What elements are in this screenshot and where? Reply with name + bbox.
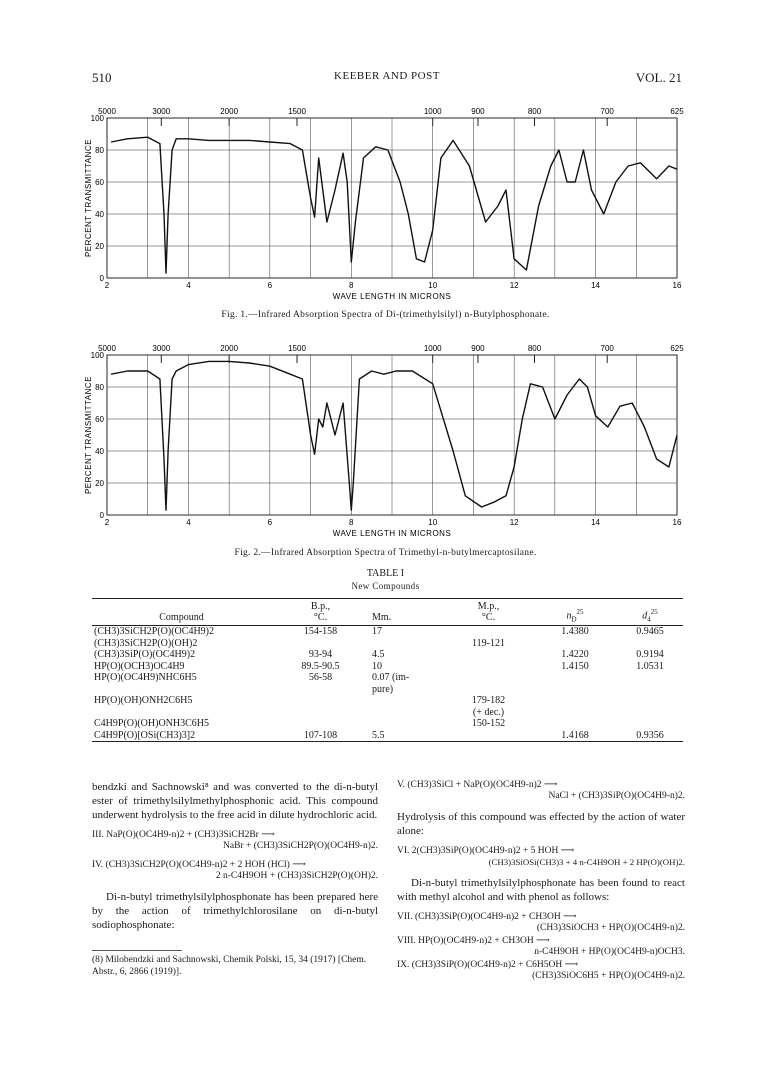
col-mp: M.p., °C. bbox=[477, 601, 500, 623]
x-tick-label: 10 bbox=[428, 518, 438, 527]
table-cell-d: 0.9356 bbox=[636, 729, 664, 741]
top-tick-label: 3000 bbox=[152, 107, 171, 116]
table-cell-d: 0.9465 bbox=[636, 626, 664, 637]
table-cell-nd bbox=[533, 718, 617, 730]
page-number: 510 bbox=[92, 70, 112, 85]
table-cell-bp: 107-108 bbox=[303, 729, 338, 741]
x-axis-label: WAVE LENGTH IN MICRONS bbox=[332, 292, 452, 301]
figure-2-caption: Fig. 2.—Infrared Absorption Spectra of Trimethyl-n-butylmercaptosilane. bbox=[234, 548, 537, 558]
equation-v: V. (CH3)3SiCl + NaP(O)(OC4H9-n)2 ⟶ NaCl + (CH3)3SiP(O)(OC4H9-n)2. bbox=[397, 780, 685, 801]
table-cell-d: 0.9194 bbox=[636, 649, 664, 660]
y-tick-label: 40 bbox=[95, 447, 104, 456]
figure-2-chart bbox=[85, 337, 690, 544]
footnote-8: (8) Milobendzki and Sachnowski, Chemik Polski, 15, 34 (1917) [Chem. Abstr., 6, 2866 (1919)]. bbox=[92, 955, 367, 977]
volume-label: VOL. 21 bbox=[635, 70, 682, 85]
right-paragraph-1: Hydrolysis of this compound was effected by the action of water alone: bbox=[397, 811, 685, 837]
table-cell-bp: 89.5-90.5 bbox=[301, 660, 340, 672]
top-tick-label: 700 bbox=[600, 344, 614, 353]
running-header bbox=[92, 70, 682, 88]
top-tick-label: 1000 bbox=[423, 107, 442, 116]
table-cell-d bbox=[617, 695, 683, 718]
footnote-rule bbox=[92, 950, 182, 951]
x-tick-label: 4 bbox=[186, 281, 191, 290]
table-cell-mm bbox=[370, 638, 444, 650]
table-cell-mm: 10 bbox=[372, 660, 382, 672]
table-cell-mp bbox=[444, 626, 533, 638]
y-tick-label: 20 bbox=[95, 479, 104, 488]
x-tick-label: 16 bbox=[672, 518, 682, 527]
x-tick-label: 4 bbox=[186, 518, 191, 527]
y-tick-label: 20 bbox=[95, 242, 104, 251]
x-tick-label: 6 bbox=[267, 281, 273, 290]
table-cell-mp: 119-121 bbox=[472, 637, 505, 649]
table-cell-d: 1.0531 bbox=[636, 660, 664, 672]
table-row bbox=[92, 730, 683, 742]
spectrum-trace bbox=[111, 137, 677, 273]
y-tick-label: 80 bbox=[95, 383, 104, 392]
x-tick-label: 8 bbox=[349, 518, 354, 527]
table-title: TABLE I bbox=[366, 568, 405, 579]
table-cell-nd: 1.4380 bbox=[561, 626, 589, 637]
top-tick-label: 800 bbox=[527, 107, 542, 116]
y-tick-label: 80 bbox=[95, 146, 104, 155]
col-compound: Compound bbox=[159, 612, 204, 623]
table-cell-d bbox=[617, 638, 683, 650]
x-tick-label: 16 bbox=[672, 281, 682, 290]
table-cell-compound: HP(O)(OH)ONH2C6H5 bbox=[94, 695, 193, 706]
x-tick-label: 8 bbox=[349, 281, 354, 290]
top-tick-label: 1500 bbox=[288, 107, 306, 116]
y-tick-label: 40 bbox=[95, 210, 104, 219]
top-tick-label: 700 bbox=[600, 107, 614, 116]
figure-1 bbox=[85, 100, 690, 305]
table-cell-bp bbox=[271, 638, 370, 650]
y-tick-label: 100 bbox=[90, 351, 104, 360]
x-tick-label: 2 bbox=[104, 281, 110, 290]
table-row bbox=[92, 661, 683, 673]
x-tick-label: 14 bbox=[591, 518, 601, 527]
top-tick-label: 900 bbox=[471, 344, 485, 353]
y-axis-label: PERCENT TRANSMITTANCE bbox=[84, 375, 93, 495]
table-cell-compound: (CH3)3SiCH2P(O)(OC4H9)2 bbox=[94, 626, 214, 637]
y-tick-label: 100 bbox=[90, 114, 104, 123]
table-cell-bp bbox=[271, 718, 370, 730]
table-cell-mp: 150-152 bbox=[471, 718, 506, 729]
col-refractive-index: $n_D^{25}$ bbox=[566, 607, 584, 623]
col-bp: B.p., °C. bbox=[310, 601, 331, 623]
y-tick-label: 0 bbox=[99, 274, 104, 283]
left-paragraph-2: Di-n-butyl trimethylsilylphosphonate has been prepared here by the action of trimethylchlorosilane on di-n-butyl sodiophosphonate: bbox=[92, 891, 378, 931]
col-mm: Mm. bbox=[372, 612, 392, 623]
x-tick-label: 10 bbox=[428, 281, 438, 290]
y-axis-label: PERCENT TRANSMITTANCE bbox=[84, 138, 93, 258]
left-paragraph-1: bendzki and Sachnowski⁸ and was converted to the di-n-butyl ester of trimethylsilylmethylphosphonic acid. This compound underwent hydrolysis to the free acid in dilute hydrochloric acid. bbox=[92, 781, 378, 821]
table-cell-mp bbox=[444, 661, 533, 673]
spectrum-trace bbox=[111, 361, 677, 510]
top-tick-label: 5000 bbox=[98, 107, 116, 116]
equation-vi: VI. 2(CH3)3SiP(O)(OC4H9-n)2 + 5 HOH ⟶ (CH3)3SiOSi(CH3)3 + 4 n-C4H9OH + 2 HP(O)(OH)2. bbox=[397, 846, 685, 867]
table-cell-mp bbox=[444, 672, 533, 695]
table-cell-nd bbox=[533, 638, 617, 650]
y-tick-label: 60 bbox=[95, 178, 104, 187]
left-column bbox=[92, 780, 378, 978]
table-cell-nd: 1.4168 bbox=[561, 729, 589, 741]
table-cell-d bbox=[617, 672, 683, 695]
x-tick-label: 14 bbox=[591, 281, 601, 290]
table-cell-mp: 179-182 (+ dec.) bbox=[471, 695, 506, 718]
x-axis-label: WAVE LENGTH IN MICRONS bbox=[332, 529, 452, 538]
table-cell-mm: 0.07 (im- pure) bbox=[372, 672, 410, 695]
figure-1-chart bbox=[85, 100, 690, 305]
equation-iii: III. NaP(O)(OC4H9-n)2 + (CH3)3SiCH2Br ⟶ NaBr + (CH3)3SiCH2P(O)(OC4H9-n)2. bbox=[92, 830, 378, 851]
table-cell-mp bbox=[444, 649, 533, 661]
table-cell-mp bbox=[444, 730, 533, 742]
top-tick-label: 5000 bbox=[98, 344, 116, 353]
top-tick-label: 1500 bbox=[288, 344, 306, 353]
table-cell-d bbox=[617, 718, 683, 730]
table-cell-nd: 1.4150 bbox=[561, 660, 589, 672]
top-tick-label: 900 bbox=[471, 107, 485, 116]
right-paragraph-2: Di-n-butyl trimethylsilylphosphonate has been found to react with methyl alcohol and with phenol as follows: bbox=[397, 877, 685, 903]
x-tick-label: 12 bbox=[509, 518, 519, 527]
top-tick-label: 625 bbox=[670, 107, 684, 116]
table-row bbox=[92, 626, 683, 638]
table-cell-compound: (CH3)3SiCH2P(O)(OH)2 bbox=[94, 637, 198, 649]
x-tick-label: 6 bbox=[267, 518, 273, 527]
table-cell-nd bbox=[533, 695, 617, 718]
right-column bbox=[397, 780, 685, 990]
table-cell-nd bbox=[533, 672, 617, 695]
table-cell-bp: 56-58 bbox=[308, 672, 333, 683]
table-row bbox=[92, 638, 683, 650]
x-tick-label: 2 bbox=[104, 518, 110, 527]
table-subtitle: New Compounds bbox=[351, 581, 420, 591]
figure-2 bbox=[85, 337, 690, 544]
table-cell-bp bbox=[271, 695, 370, 718]
y-tick-label: 0 bbox=[99, 511, 104, 520]
table-cell-bp: 93-94 bbox=[308, 649, 333, 660]
col-density: $d_4^{25}$ bbox=[642, 607, 658, 623]
table-cell-mm bbox=[370, 695, 444, 718]
y-tick-label: 60 bbox=[95, 415, 104, 424]
top-tick-label: 625 bbox=[670, 344, 684, 353]
compounds-table bbox=[92, 598, 683, 742]
table-row bbox=[92, 649, 683, 661]
table-cell-bp: 154-158 bbox=[303, 626, 338, 637]
x-tick-label: 12 bbox=[509, 281, 519, 290]
table-row bbox=[92, 672, 683, 695]
equation-viii: VIII. HP(O)(OC4H9-n)2 + CH3OH ⟶ n-C4H9OH + HP(O)(OC4H9-n)OCH3. bbox=[397, 936, 685, 957]
running-title: KEEBER AND POST bbox=[334, 70, 440, 82]
equation-vii: VII. (CH3)3SiP(O)(OC4H9-n)2 + CH3OH ⟶ (CH3)3SiOCH3 + HP(O)(OC4H9-n)2. bbox=[397, 912, 685, 933]
table-cell-mm: 5.5 bbox=[372, 729, 385, 741]
table-row bbox=[92, 718, 683, 730]
top-tick-label: 2000 bbox=[220, 344, 239, 353]
table-cell-mm bbox=[370, 718, 444, 730]
figure-1-caption: Fig. 1.—Infrared Absorption Spectra of Di-(trimethylsilyl) n-Butylphosphonate. bbox=[221, 310, 550, 320]
table-row bbox=[92, 695, 683, 718]
table-cell-compound: C4H9P(O)(OH)ONH3C6H5 bbox=[94, 718, 209, 729]
equation-iv: IV. (CH3)3SiCH2P(O)(OC4H9-n)2 + 2 HOH (HCl) ⟶ 2 n-C4H9OH + (CH3)3SiCH2P(O)(OH)2. bbox=[92, 860, 378, 881]
top-tick-label: 2000 bbox=[220, 107, 239, 116]
top-tick-label: 3000 bbox=[152, 344, 171, 353]
table-cell-nd: 1.4220 bbox=[561, 649, 589, 660]
table-cell-mm: 17 bbox=[372, 626, 382, 637]
table-cell-compound: HP(O)(OCH3)OC4H9 bbox=[94, 660, 185, 672]
table-cell-mm: 4.5 bbox=[372, 649, 385, 660]
table-cell-compound: (CH3)3SiP(O)(OC4H9)2 bbox=[94, 649, 196, 660]
table-cell-compound: HP(O)(OC4H9)NHC6H5 bbox=[94, 672, 197, 683]
table-cell-compound: C4H9P(O)[OSi(CH3)3]2 bbox=[94, 729, 196, 741]
top-tick-label: 800 bbox=[527, 344, 542, 353]
equation-ix: IX. (CH3)3SiP(O)(OC4H9-n)2 + C6H5OH ⟶ (CH3)3SiOC6H5 + HP(O)(OC4H9-n)2. bbox=[397, 960, 685, 981]
top-tick-label: 1000 bbox=[423, 344, 442, 353]
